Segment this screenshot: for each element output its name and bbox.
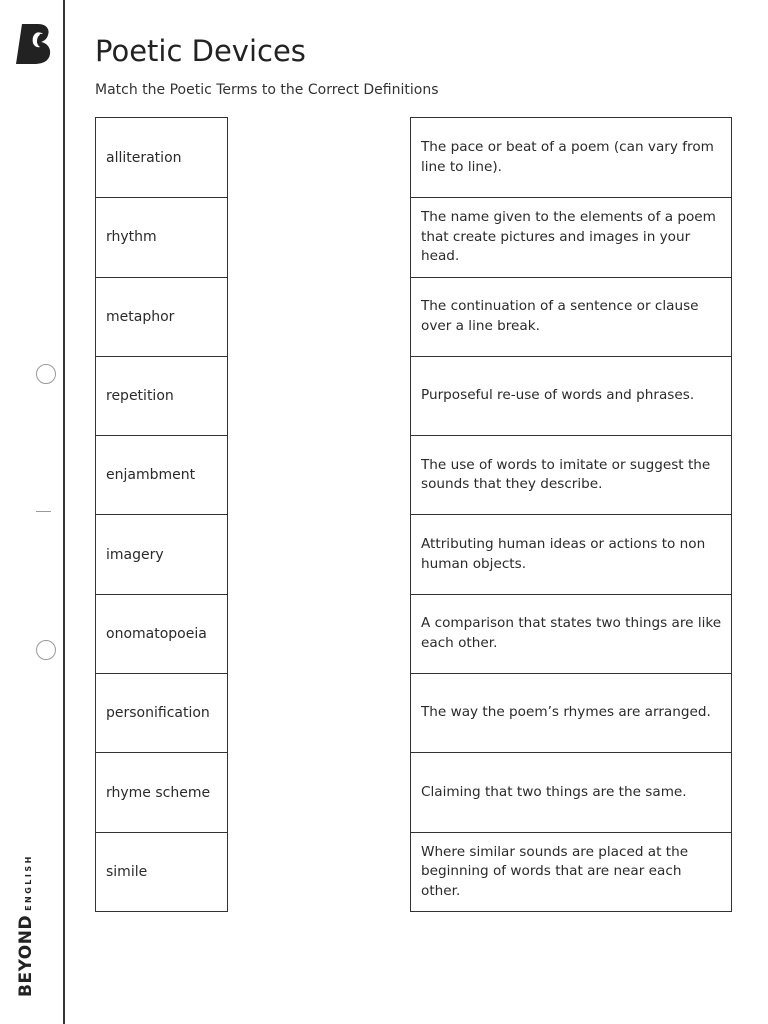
punch-hole [36,364,56,384]
term-cell: alliteration [106,149,182,166]
term-cell: personification [96,673,227,752]
page-title: Poetic Devices [95,34,306,68]
punch-hole [36,640,56,660]
definition-cell: A comparison that states two things are like each other. [411,594,731,673]
term-cell: metaphor [96,277,227,356]
term-cell: enjambment [96,435,227,514]
fold-mark [36,511,51,512]
definition-cell: The name given to the elements of a poem that create pictures and images in your head. [411,197,731,276]
term-cell: rhyme scheme [96,752,227,831]
definition-cell: The use of words to imitate or suggest the sounds that they describe. [411,435,731,514]
brand-name: BEYOND [16,914,36,997]
brand-wordmark [17,854,38,997]
term-cell: simile [96,832,227,911]
definition-cell: The way the poem’s rhymes are arranged. [411,673,731,752]
definitions-column [410,117,732,912]
definition-cell: The continuation of a sentence or clause over a line break. [411,277,731,356]
term-cell: imagery [96,514,227,593]
definition-cell: Claiming that two things are the same. [411,752,731,831]
term-cell: repetition [96,356,227,435]
definition-cell: Where similar sounds are placed at the beginning of words that are near each other. [411,832,731,911]
term-cell: onomatopoeia [96,594,227,673]
brand-sub: ENGLISH [24,854,33,911]
terms-column [95,117,228,912]
instructions: Match the Poetic Terms to the Correct Definitions [95,82,439,98]
term-cell: rhythm [96,197,227,276]
margin-line [63,0,65,1024]
definition-cell: Purposeful re-use of words and phrases. [411,356,731,435]
beyond-b-logo-icon [14,22,54,66]
definition-cell: The pace or beat of a poem (can vary from line to line). [421,139,714,175]
definition-cell: Attributing human ideas or actions to non human objects. [411,514,731,593]
